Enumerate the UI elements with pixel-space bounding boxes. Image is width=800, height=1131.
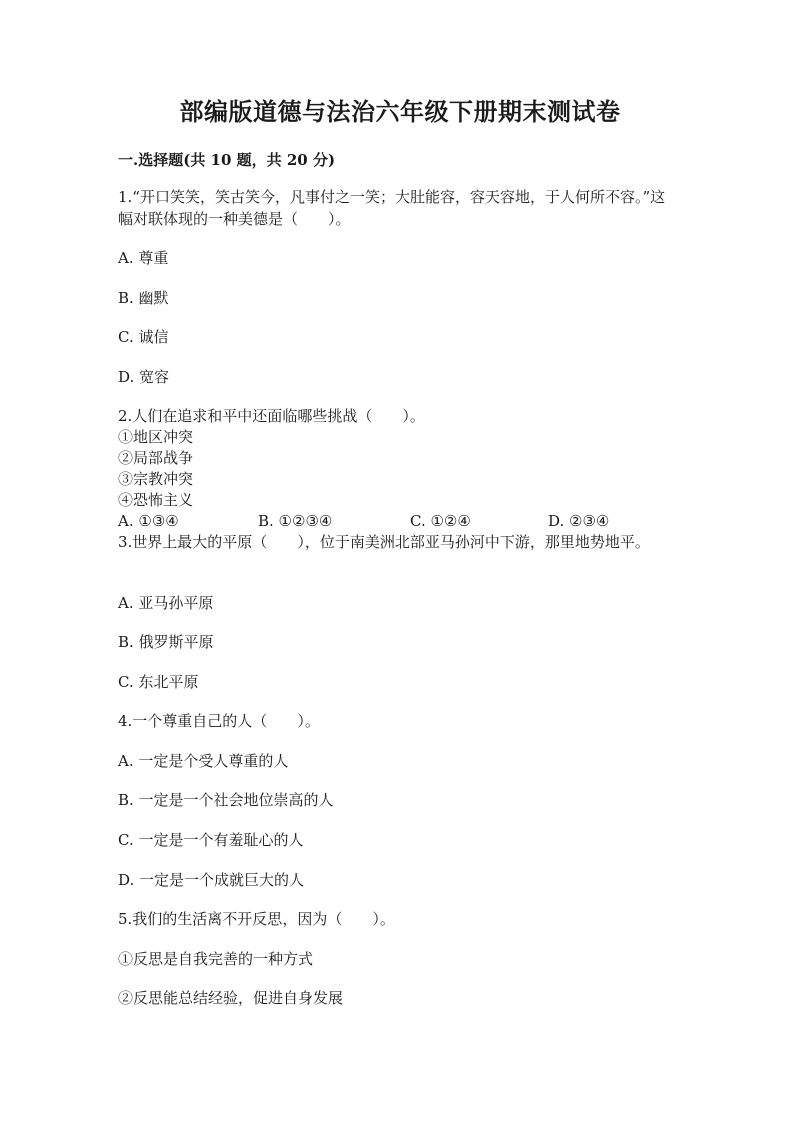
question-5-item-1: ①反思是自我完善的一种方式: [118, 950, 314, 968]
question-3-option-c[interactable]: C. 东北平原: [118, 673, 199, 691]
question-3-option-b[interactable]: B. 俄罗斯平原: [118, 633, 214, 651]
section-heading: 一.选择题(共 10 题，共 20 分): [118, 151, 336, 169]
question-2-option-d[interactable]: D. ②③④: [548, 512, 610, 530]
question-1-option-a[interactable]: A. 尊重: [118, 249, 169, 267]
question-5-item-2: ②反思能总结经验，促进自身发展: [118, 989, 344, 1007]
question-4-option-a[interactable]: A. 一定是个受人尊重的人: [118, 752, 289, 770]
question-4-option-b[interactable]: B. 一定是一个社会地位崇高的人: [118, 791, 334, 809]
question-2-option-c[interactable]: C. ①②④: [410, 512, 471, 530]
question-2-option-b[interactable]: B. ①②③④: [258, 512, 333, 530]
question-2-option-a[interactable]: A. ①③④: [118, 512, 179, 530]
question-2-item-1: ①地区冲突: [118, 428, 194, 446]
question-3-option-a[interactable]: A. 亚马孙平原: [118, 594, 214, 612]
question-1-option-b[interactable]: B. 幽默: [118, 289, 169, 307]
question-4-option-d[interactable]: D. 一定是一个成就巨大的人: [118, 871, 305, 889]
question-2-stem: 2.人们在追求和平中还面临哪些挑战（ ）。: [118, 407, 425, 425]
page-title: 部编版道德与法治六年级下册期末测试卷: [179, 97, 621, 126]
question-4-stem: 4.一个尊重自己的人（ ）。: [118, 712, 320, 730]
question-2-item-3: ③宗教冲突: [118, 470, 194, 488]
question-2-item-4: ④恐怖主义: [118, 491, 194, 509]
question-5-stem: 5.我们的生活离不开反思，因为（ ）。: [118, 910, 395, 928]
question-3-stem: 3.世界上最大的平原（ ），位于南美洲北部亚马孙河中下游，那里地势地平。: [118, 533, 650, 551]
question-4-option-c[interactable]: C. 一定是一个有羞耻心的人: [118, 831, 304, 849]
question-1-option-c[interactable]: C. 诚信: [118, 328, 169, 346]
question-1-option-d[interactable]: D. 宽容: [118, 368, 170, 386]
question-1-stem: 1.“开口笑笑，笑古笑今，凡事付之一笑；大肚能容，容天容地，于人何所不容。”这幅对联体现的一种美德是（ ）。: [118, 188, 666, 228]
question-2-item-2: ②局部战争: [118, 449, 194, 467]
